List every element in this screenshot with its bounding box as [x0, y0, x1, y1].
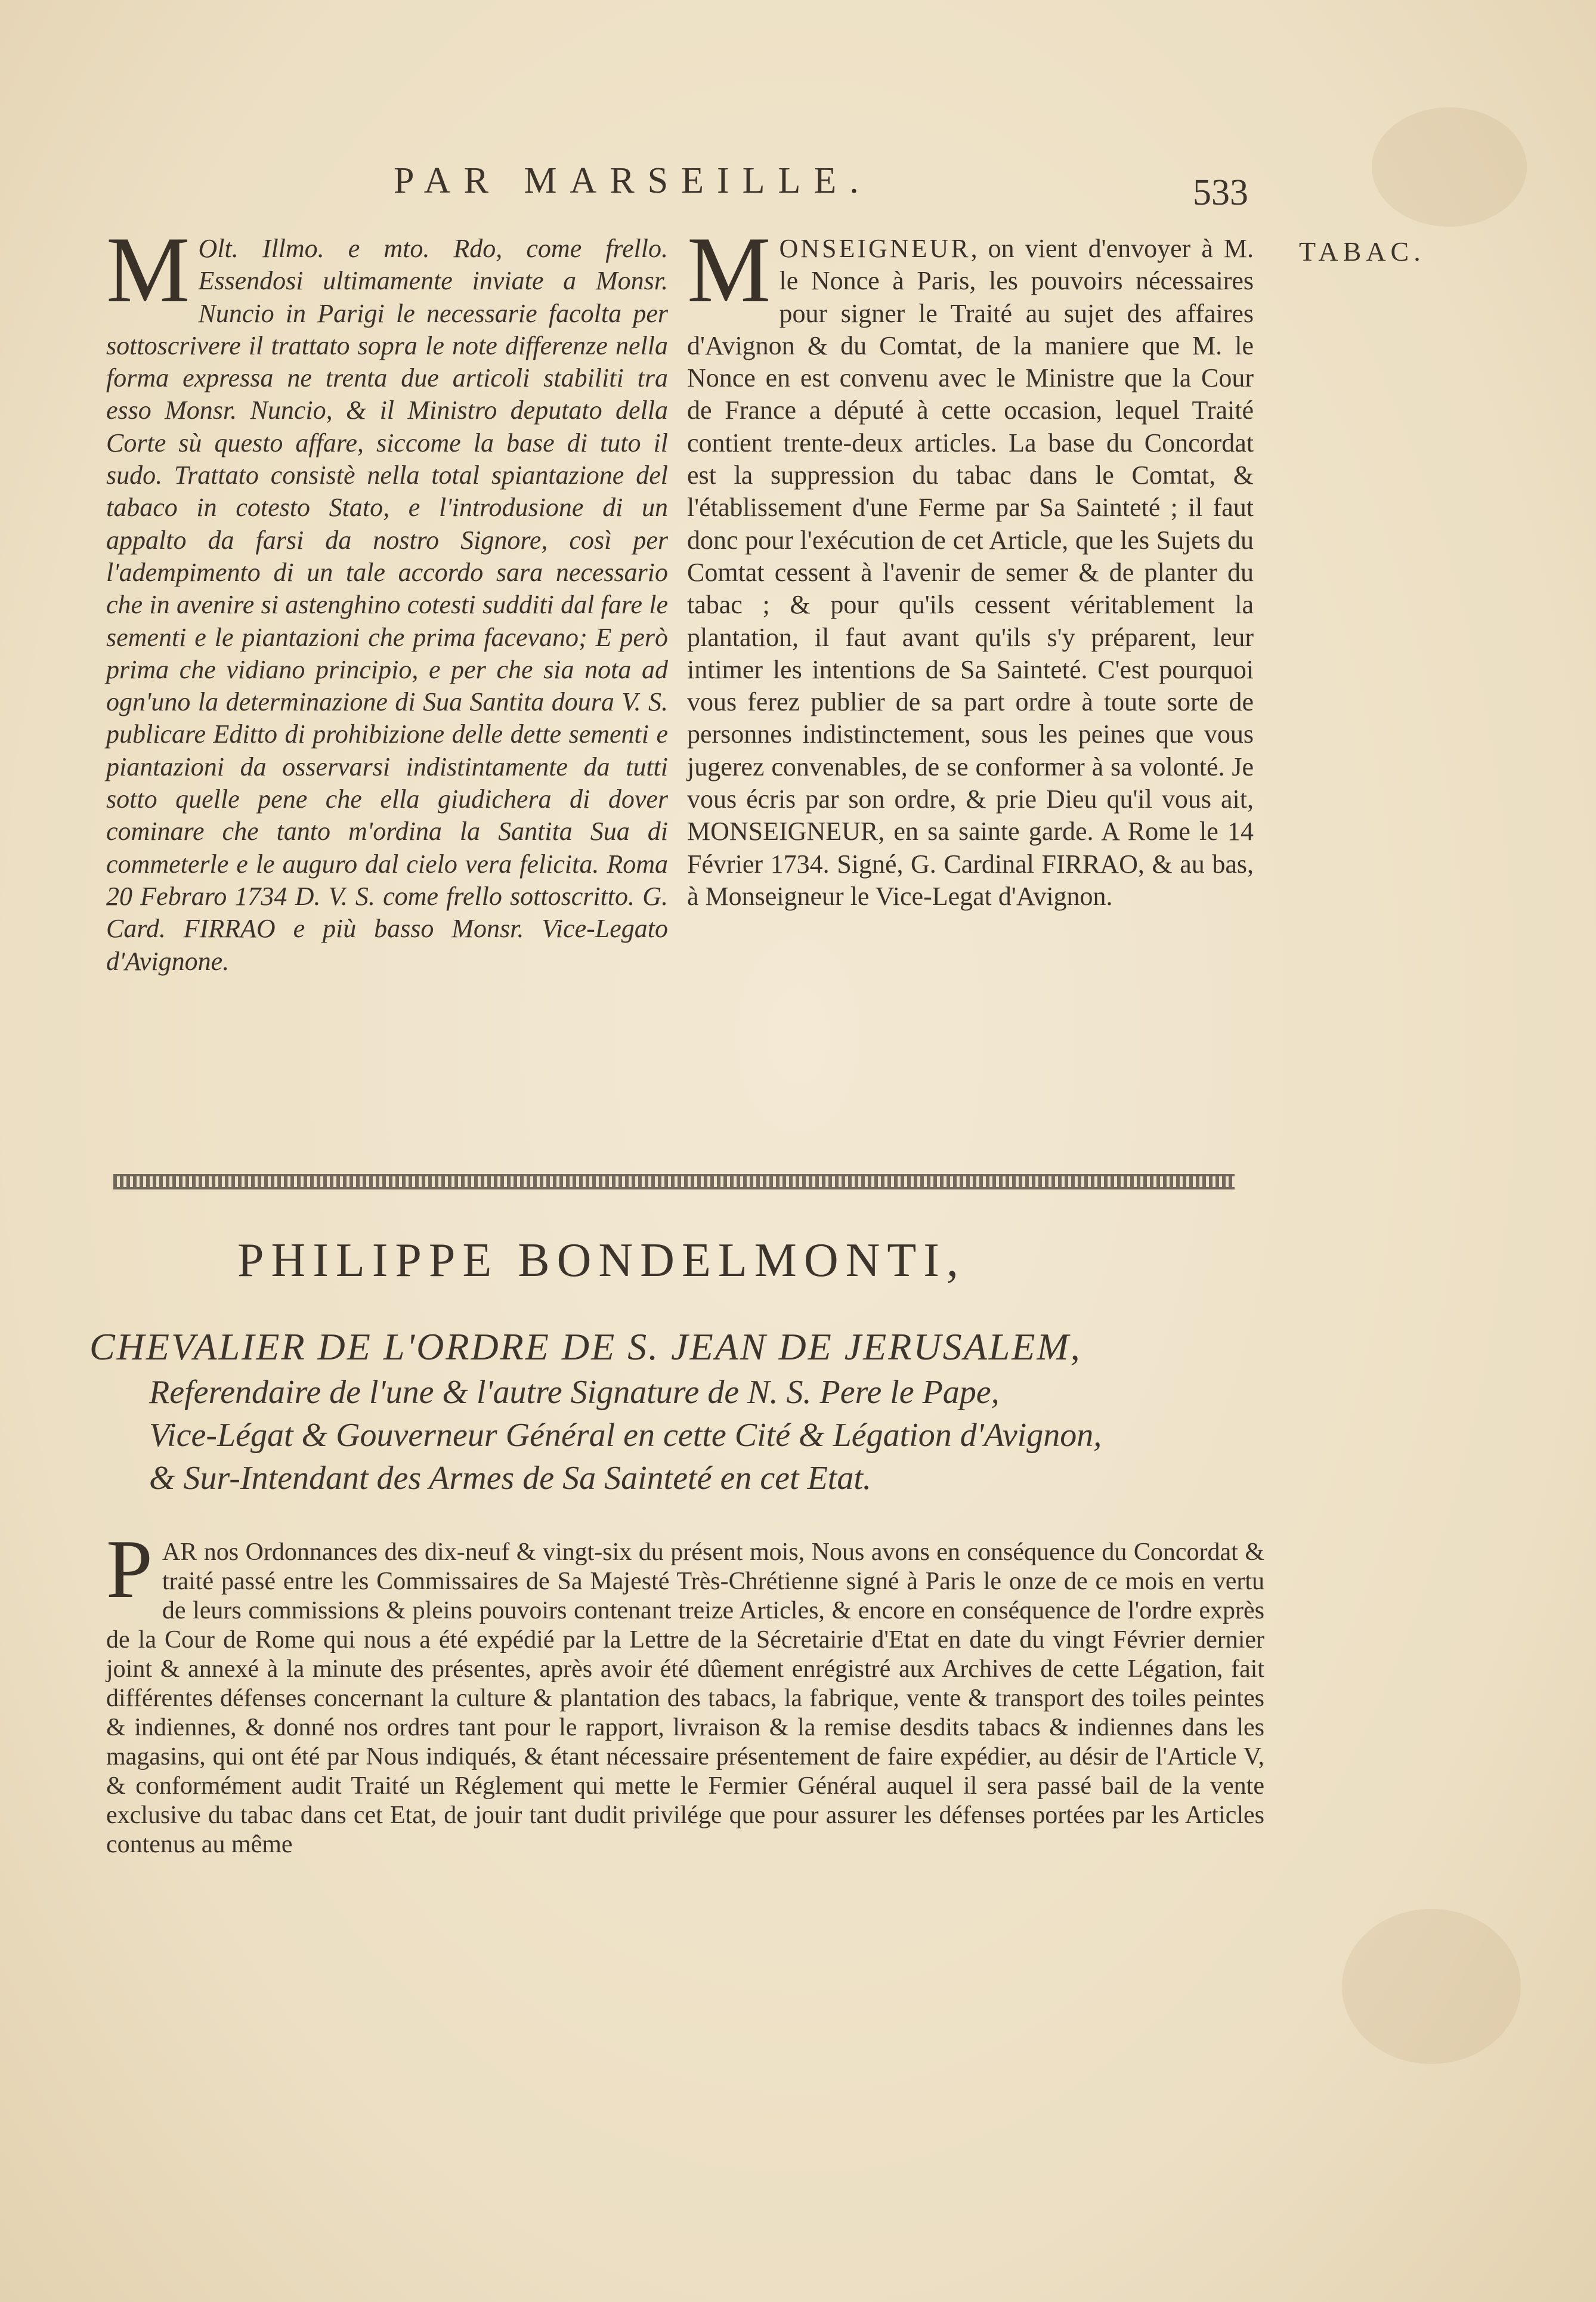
french-dropcap: M — [687, 218, 771, 322]
title-line-3: Vice-Légat & Gouverneur Général en cette Cité & Légation d'Avignon, — [149, 1417, 1102, 1454]
page-number: 533 — [1193, 172, 1248, 213]
italian-letter — [106, 218, 668, 978]
title-line-4: & Sur-Intendant des Armes de Sa Sainteté en cet Etat. — [149, 1460, 871, 1497]
running-title: PAR MARSEILLE. — [394, 160, 872, 201]
ordinance-title: PHILIPPE BONDELMONTI, — [237, 1234, 966, 1287]
italian-dropcap: M — [106, 218, 190, 322]
ordinance-text: AR nos Ordonnances des dix-neuf & vingt-six du présent mois, Nous avons en conséquence du Concordat & traité passé entre les Commissaires de Sa Majesté Très-Chrétienne signé à Paris le onze de ce mois en vertu de leurs commissions & pleins pouvoirs contenant treize Articles, & encore en conséquence de l'ordre exprès de la Cour de Rome qui nous a été expédié par la Lettre de la Sécretairie d'Etat en date du vingt Février dernier joint & annexé à la minute des présentes, après avoir été dûement enrégistré aux Archives de cette Légation, fait différentes défenses concernant la culture & plantation des tabacs, la fabrique, vente & transport des toiles peintes & indiennes, & donné nos ordres tant pour le rapport, livraison & la remise desdits tabacs & indiennes dans les magasins, qui ont été par Nous indiqués, & étant nécessaire présentement de faire expédier, au désir de l'Article V, & conformément audit Traité un Réglement qui mette le Fermier Général auquel il sera passé bail de la vente exclusive du tabac dans cet Etat, de jouir tant dudit privilége que pour assurer les défenses portées par les Articles contenus au même — [106, 1538, 1264, 1858]
french-letter-text: , on vient d'envoyer à M. le Nonce à Paris, les pouvoirs nécessaires pour signer le Traité au sujet des affaires d'Avignon & du Comtat, de la maniere que M. le Nonce en est convenu avec le Ministre que la Cour de France a député à cette occasion, lequel Traité contient trente-deux articles. La base du Concordat est la suppression du tabac dans le Comtat, & l'établissement d'une Ferme par Sa Sainteté ; il faut donc pour l'exécution de cet Article, que les Sujets du Comtat cessent à l'avenir de semer & de planter du tabac ; & pour qu'ils cessent véritablement la plantation, il faut avant qu'ils s'y préparent, leur intimer les intentions de Sa Sainteté. C'est pourquoi vous ferez publier de sa part ordre à toute sorte de personnes indistinctement, sous les peines que vous jugerez convenables, de se conformer à sa volonté. Je vous écris par son ordre, & prie Dieu qu'il vous ait, MONSEIGNEUR, en sa sainte garde. A Rome le 14 Février 1734. Signé, G. Cardinal FIRRAO, & au bas, à Monseigneur le Vice-Legat d'Avignon. — [687, 234, 1254, 911]
ordinance-body — [106, 1523, 1264, 1859]
italian-letter-text: Olt. Illmo. e mto. Rdo, come frello. Essendosi ultimamente inviate a Monsr. Nuncio in Parigi le necessarie facolta per sottoscrivere il trattato sopra le note differenze nella forma expressa ne trenta due articoli stabiliti tra esso Monsr. Nuncio, & il Ministro deputato della Corte sù questo affare, siccome la base di tuto il sudo. Trattato consistè nella total spiantazione del tabaco in cotesto Stato, e l'introdusione di un appalto da farsi da nostro Signore, così per l'adempimento di un tale accordo sara necessario che in avenire si astenghino cotesti sudditi dal fare le sementi e le piantazioni che prima facevano; E però prima che vidiano principio, e per che sia nota ad ogn'uno la determinazione di Sua Santita doura V. S. publicare Editto di prohibizione delle dette sementi e piantazioni da osservarsi indistintamente da tutti sotto quelle pene che ella giudichera di dover cominare che tanto m'ordina la Santita Sua di commeterle e le auguro dal cielo vera felicita. Roma 20 Febraro 1734 D. V. S. come frello sottoscritto. G. Card. FIRRAO e più basso Monsr. Vice-Legato d'Avignone. — [106, 234, 668, 976]
paper-stain — [1342, 1909, 1521, 2064]
ordinance-subtitle — [89, 1323, 1252, 1500]
paper-stain — [1372, 107, 1527, 227]
ornamental-rule — [113, 1174, 1235, 1189]
ordinance-dropcap: P — [106, 1523, 153, 1615]
french-opening: ONSEIGNEUR — [779, 234, 971, 263]
title-line-1: CHEVALIER DE L'ORDRE DE S. JEAN DE JERUSALEM, — [89, 1325, 1082, 1368]
title-line-2: Referendaire de l'une & l'autre Signature de N. S. Pere le Pape, — [149, 1374, 1000, 1411]
french-letter — [687, 218, 1254, 913]
margin-note: TABAC. — [1299, 236, 1425, 267]
